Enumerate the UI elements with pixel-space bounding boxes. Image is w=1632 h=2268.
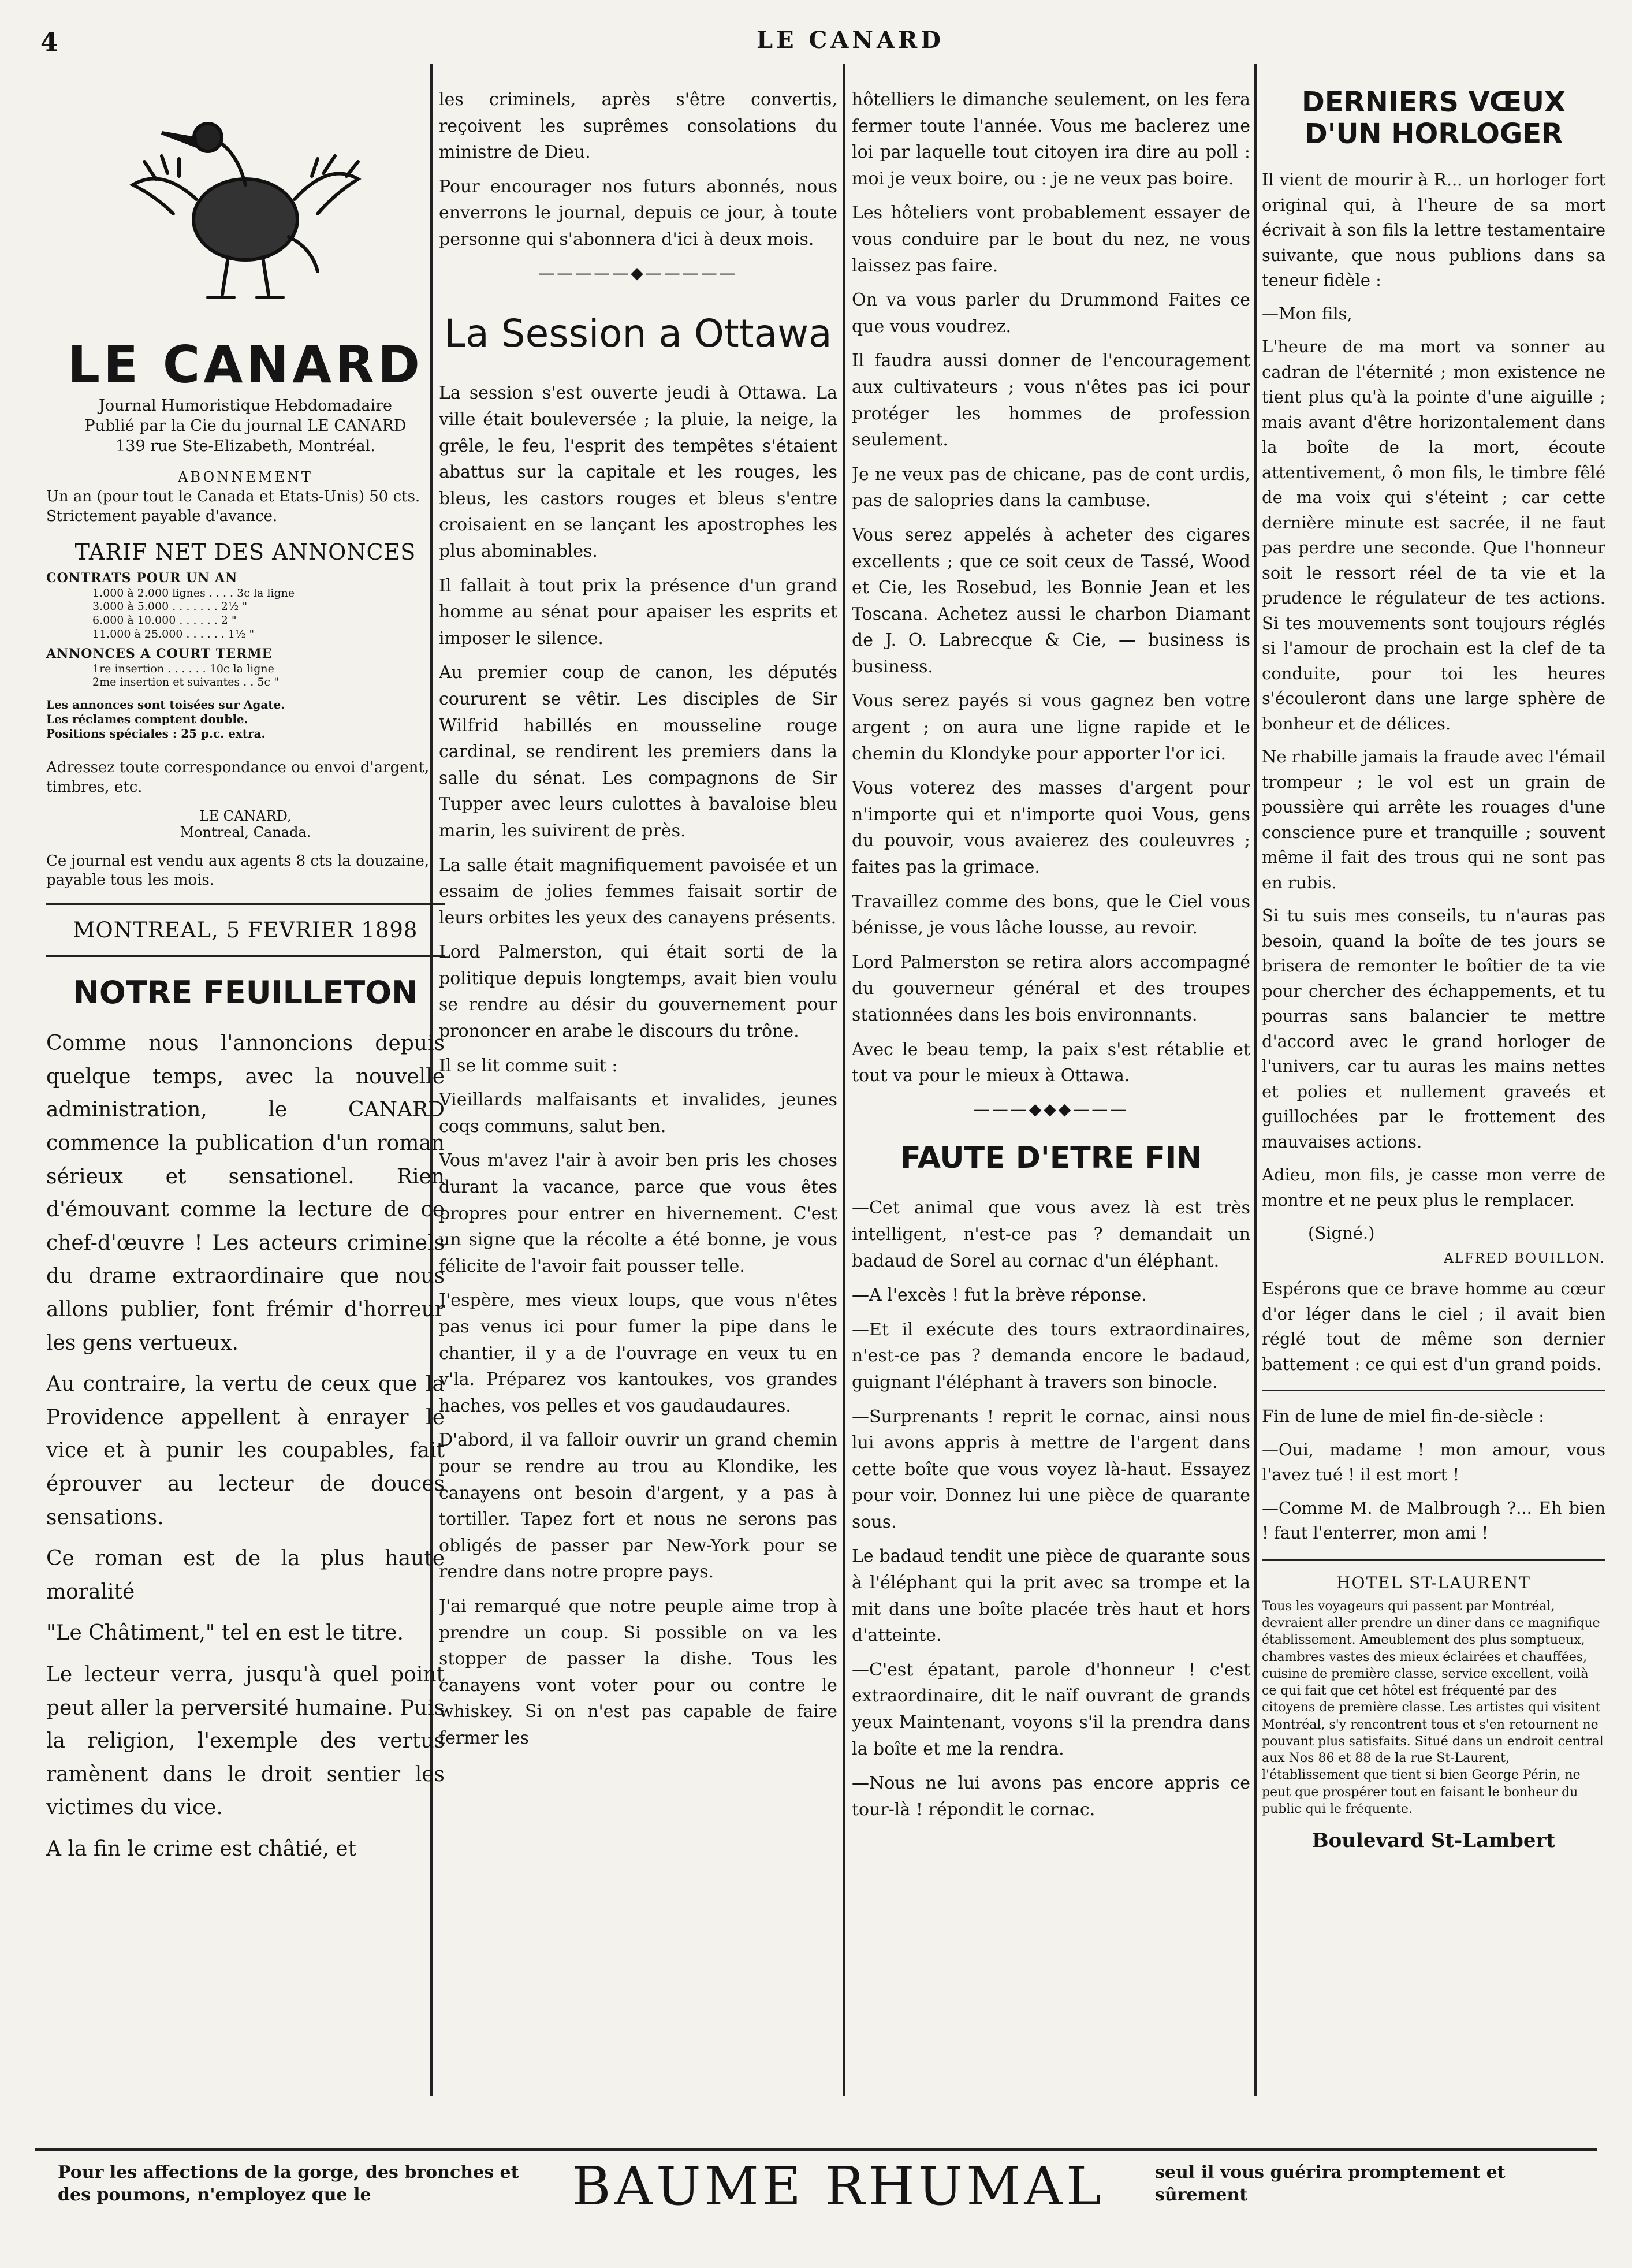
court-terme-line: 1re insertion . . . . . . 10c la ligne bbox=[92, 662, 274, 675]
page-number: 4 bbox=[40, 28, 58, 57]
contrat-line: 6.000 à 10.000 . . . . . . 2 " bbox=[92, 614, 237, 627]
divider bbox=[46, 955, 445, 957]
faute-title: FAUTE D'ETRE FIN bbox=[900, 1141, 1202, 1176]
session-continued-column bbox=[852, 87, 1250, 2096]
paragraph: —A l'excès ! fut la brève réponse. bbox=[852, 1285, 1147, 1306]
running-title: LE CANARD bbox=[757, 27, 944, 54]
annonce-note: Les annonces sont toisées sur Agate. bbox=[46, 698, 285, 712]
paragraph: J'espère, mes vieux loups, que vous n'êtes pas venus ici pour fumer la pipe dans le chantier, il y a de l'ouvrage en veux tu en v'la. Préparez vos kantoukes, vos grandes haches, vos pelles et vos gaudaudaures. bbox=[439, 1290, 837, 1416]
hotel-title: HOTEL ST-LAURENT bbox=[1336, 1573, 1531, 1592]
column-rule bbox=[843, 64, 845, 2096]
divider bbox=[46, 903, 445, 905]
paragraph: —Oui, madame ! mon amour, vous l'avez tué ! il est mort ! bbox=[1262, 1439, 1605, 1485]
paragraph: Vous voterez des masses d'argent pour n'importe qui et n'importe quoi Vous, gens du pouvoir, vous avaierez des couleuvres ; faites pas la grimace. bbox=[852, 778, 1250, 878]
paragraph: Vous m'avez l'air à avoir ben pris les choses durant la vacance, parce que vous êtes propres pour entrer en hivernement. C'est un signe que la récolte a été bonne, je vous félicite de l'avoir fait pousser telle. bbox=[439, 1150, 837, 1276]
divider bbox=[1262, 1559, 1605, 1561]
column-rule bbox=[1254, 64, 1257, 2096]
abonnement-heading: ABONNEMENT bbox=[178, 469, 313, 485]
paragraph: Il se lit comme suit : bbox=[439, 1055, 618, 1076]
paragraph: L'heure de ma mort va sonner au cadran de l'éternité ; mon existence ne tient plus qu'à la pointe d'une aiguille ; mais avant d'être horizontalement dans la boîte de la mort, écoute attentivement, ô mon fils, le timbre fêlé de ma voix qui s'éteint ; car cette dernière minute est sacrée, il ne faut pas perdre une seconde. Que l'honneur soit le ressort réel de ta vie et la prudence le régulateur de tes actions. Si tes mouvements sont toujours réglés si l'amour de prochain est la clef de ta conduite, pour toi les heures s'écouleront dans une large sphère de bonheur et de délices. bbox=[1262, 337, 1605, 733]
horloger-column bbox=[1262, 87, 1605, 2096]
paragraph: A la fin le crime est châtié, et bbox=[46, 1837, 356, 1861]
paragraph: Il fallait à tout prix la présence d'un grand homme au sénat pour apaiser les esprits et imposer le silence. bbox=[439, 575, 837, 649]
paragraph: —Nous ne lui avons pas encore appris ce tour-là ! répondit le cornac. bbox=[852, 1773, 1250, 1820]
duck-mascot-illustration bbox=[121, 98, 370, 312]
paragraph: —Mon fils, bbox=[1262, 303, 1352, 323]
masthead-title: LE CANARD bbox=[67, 335, 424, 394]
paragraph: Le badaud tendit une pièce de quarante sous à l'éléphant qui la prit avec sa trompe et la mit dans une boîte placée très haut et hors d'atteinte. bbox=[852, 1546, 1250, 1646]
correspondance-text: Adressez toute correspondance ou envoi d'argent, timbres, etc. bbox=[46, 759, 430, 796]
paragraph: Les hôteliers vont probablement essayer de vous conduire par le bout du nez, ne vous laissez pas faire. bbox=[852, 203, 1250, 276]
paragraph: Fin de lune de miel fin-de-siècle : bbox=[1262, 1406, 1544, 1427]
paragraph: J'ai remarqué que notre peuple aime trop à prendre un coup. Si possible on va les stopper de passer la dishe. Tous les canayens vont voter pour ou contre le whiskey. Si on n'est pas capable de faire fermer les bbox=[439, 1596, 837, 1748]
paragraph: D'abord, il va falloir ouvrir un grand chemin pour se rendre au trou au Klondike, les canayens ont besoin d'argent, y a pas à tortiller. Tapez fort et nous ne serons pas obligés de passer par New-York pour se rendre dans notre propre pays. bbox=[439, 1430, 837, 1582]
session-title: La Session a Ottawa bbox=[444, 311, 832, 356]
footer-divider bbox=[35, 2148, 1597, 2151]
ornament-divider: —————◆————— bbox=[538, 263, 738, 282]
dateline: MONTREAL, 5 FEVRIER 1898 bbox=[73, 918, 418, 943]
paragraph: Espérons que ce brave homme au cœur d'or léger dans le ciel ; il avait bien réglé tout de même son dernier battement : ce qui est d'un grand poids. bbox=[1262, 1279, 1605, 1374]
paragraph: Si tu suis mes conseils, tu n'auras pas besoin, quand la boîte de tes jours se brisera de remonter le boîtier de ta vie pour chercher des échappements, et tu pourras sans balancier te mettre d'accord avec le grand horloger de l'univers, car tu auras les mains nettes et polies et nullement graveés et guillochées par le frottement des mauvaises actions. bbox=[1262, 906, 1605, 1152]
contrat-line: 3.000 à 5.000 . . . . . . . 2½ " bbox=[92, 600, 248, 613]
boulevard-ad: Boulevard St-Lambert bbox=[1311, 1829, 1556, 1853]
paragraph: —C'est épatant, parole d'honneur ! c'est extraordinaire, dit le naïf ouvrant de grands yeux Maintenant, voyons s'il la prendra dans la boîte et me la rendra. bbox=[852, 1659, 1250, 1759]
paragraph: —Cet animal que vous avez là est très intelligent, n'est-ce pas ? demandait un badaud de Sorel au cornac d'un éléphant. bbox=[852, 1198, 1250, 1271]
paragraph: Ce roman est de la plus haute moralité bbox=[46, 1547, 445, 1604]
contrat-line: 1.000 à 2.000 lignes . . . . 3c la ligne bbox=[92, 586, 295, 599]
signe-label: (Signé.) bbox=[1308, 1223, 1375, 1243]
paragraph: Vous serez payés si vous gagnez ben votre argent ; on aura une ligne rapide et le chemin du Klondyke pour apporter l'or ici. bbox=[852, 691, 1250, 764]
ad-left-text: Pour les affections de la gorge, des bronches et des poumons, n'employez que le bbox=[58, 2162, 519, 2205]
baume-rhumal-ad: BAUME RHUMAL bbox=[572, 2155, 1105, 2217]
feuilleton-article bbox=[46, 1027, 445, 1865]
paragraph: les criminels, après s'être convertis, reçoivent les suprêmes consolations du ministre de Dieu. bbox=[439, 90, 837, 163]
masthead-column bbox=[46, 87, 445, 2108]
paragraph: Vieillards malfaisants et invalides, jeunes coqs communs, salut ben. bbox=[439, 1090, 837, 1137]
contact-city: Montreal, Canada. bbox=[180, 824, 311, 840]
paragraph: Au premier coup de canon, les députés coururent se vêtir. Les disciples de Sir Wilfrid habillés en mousseline rouge cardinal, se rendirent les premiers dans la salle du sénat. Les compagnons de Sir Tupper avec leurs culottes à bavaloise bleu marin, les suivirent de près. bbox=[439, 662, 837, 841]
horloger-article bbox=[1262, 167, 1605, 1546]
paragraph: Il vient de mourir à R... un horloger fort original qui, à l'heure de sa mort écrivait à son fils la lettre testamentaire suivante, que nous publions dans sa teneur fidèle : bbox=[1262, 170, 1605, 291]
paragraph: La salle était magnifiquement pavoisée et un essaim de jolies femmes faisait sortir de leurs orbites les yeux des canayens présents. bbox=[439, 855, 837, 928]
paragraph: Je ne veux pas de chicane, pas de cont urdis, pas de salopries dans la cambuse. bbox=[852, 464, 1250, 511]
paragraph: Vous serez appelés à acheter des cigares excellents ; que ce soit ceux de Tassé, Wood et Cie, les Rosebud, les Bonnie Jean et les Toscana. Achetez aussi le charbon Diamant de J. O. Labrecque & Cie, — business is business. bbox=[852, 524, 1250, 677]
paragraph: —Surprenants ! reprit le cornac, ainsi nous lui avons appris à mettre de l'argent dans cette boîte que vous voyez là-haut. Essayez pour voir. Donnez lui une pièce de quarante sous. bbox=[852, 1406, 1250, 1532]
court-terme-heading: ANNONCES A COURT TERME bbox=[46, 646, 273, 661]
agents-note: Ce journal est vendu aux agents 8 cts la douzaine, payable tous les mois. bbox=[46, 852, 430, 889]
paragraph: On va vous parler du Drummond Faites ce que vous voudrez. bbox=[852, 290, 1250, 337]
paragraph: —Et il exécute des tours extraordinaires, n'est-ce pas ? demanda encore le badaud, guignant l'éléphant à travers son binocle. bbox=[852, 1319, 1250, 1392]
session-column bbox=[439, 87, 837, 2096]
contrat-line: 11.000 à 25.000 . . . . . . 1½ " bbox=[92, 627, 255, 640]
paragraph: Au contraire, la vertu de ceux que la Providence appellent à enrayer le vice et à punir les coupables, fait éprouver au lecteur de douces sensations. bbox=[46, 1372, 445, 1529]
contrats-heading: CONTRATS POUR UN AN bbox=[46, 570, 238, 586]
publisher-line: Publié par la Cie du journal LE CANARD bbox=[84, 417, 407, 435]
paragraph: Comme nous l'annoncions depuis quelque temps, avec la nouvelle administration, le CANARD commence la publication d'un roman sérieux et sensationel. Rien d'émouvant comme la lecture de ce chef-d'œuvre ! Les acteurs criminels du drame extraordinaire que nous allons publier, font frémir d'horreur les gens vertueux. bbox=[46, 1031, 445, 1355]
signature: ALFRED BOUILLON. bbox=[1444, 1250, 1605, 1266]
paragraph: hôtelliers le dimanche seulement, on les fera fermer toute l'année. Vous me baclerez une loi par laquelle tout citoyen ira dire au poll : moi je veux boire, ou : je ne veux pas boire. bbox=[852, 90, 1250, 189]
address-line: 139 rue Ste-Elizabeth, Montréal. bbox=[115, 437, 375, 455]
paragraph: —Comme M. de Malbrough ?... Eh bien ! faut l'enterrer, mon ami ! bbox=[1262, 1498, 1605, 1543]
paragraph: "Le Châtiment," tel en est le titre. bbox=[46, 1621, 404, 1645]
paragraph: Ne rhabille jamais la fraude avec l'émail trompeur ; le vol est un grain de poussière qui arrête les rouages d'une conscience pure et tranquille ; souvent même il fait des trous qui ne sont pas en rubis. bbox=[1262, 747, 1605, 892]
paragraph: Il faudra aussi donner de l'encouragement aux cultivateurs ; vous n'êtes pas ici pour protéger les hommes de profession seulement. bbox=[852, 351, 1250, 450]
tarif-title: TARIF NET DES ANNONCES bbox=[74, 539, 416, 565]
paragraph: Le lecteur verra, jusqu'à quel point peut aller la perversité humaine. Puis la religion, l'exemple des vertus ramènent dans le droit sentier les victimes du vice. bbox=[46, 1662, 445, 1820]
ad-right-text: seul il vous guérira promptement et sûrement bbox=[1155, 2162, 1506, 2205]
abonnement-text: Un an (pour tout le Canada et Etats-Unis) 50 cts. Strictement payable d'avance. bbox=[46, 488, 420, 525]
paragraph: Travaillez comme des bons, que le Ciel vous bénisse, je vous lâche lousse, au revoir. bbox=[852, 891, 1250, 939]
paragraph: Adieu, mon fils, je casse mon verre de montre et ne peux plus le remplacer. bbox=[1262, 1165, 1605, 1210]
ornament-divider: ———◆◆◆——— bbox=[973, 1099, 1129, 1119]
court-terme-line: 2me insertion et suivantes . . 5c " bbox=[92, 676, 279, 689]
annonce-note: Positions spéciales : 25 p.c. extra. bbox=[46, 727, 266, 741]
hotel-ad-text: Tous les voyageurs qui passent par Montréal, devraient aller prendre un diner dans ce magnifique établissement. Ameublement des plus somptueux, chambres vastes des mieux éclairées et chauffées, cuisine de première classe, service excellent, voilà ce qui fait que cet hôtel est fréquenté par des citoyens de première classe. Les artistes qui visitent Montréal, s'y rencontrent tous et s'en retournent ne pouvant plus satisfaits. Situé dans un endroit central aux Nos 86 et 88 de la rue St-Laurent, l'établissement que tient si bien George Périn, ne peut que prospérer tout en faisant le bonheur du public qui le fréquente. bbox=[1262, 1599, 1604, 1816]
masthead-subtitle: Journal Humoristique Hebdomadaire bbox=[99, 397, 392, 415]
paragraph: Avec le beau temp, la paix s'est rétablie et tout va pour le mieux à Ottawa. bbox=[852, 1039, 1250, 1086]
paragraph: Pour encourager nos futurs abonnés, nous enverrons le journal, depuis ce jour, à toute personne qui s'abonnera d'ici à deux mois. bbox=[439, 176, 837, 249]
annonce-note: Les réclames comptent double. bbox=[46, 712, 248, 727]
paragraph: Lord Palmerston, qui était sorti de la politique depuis longtemps, avait bien voulu se rendre au désir du gouvernement pour prononcer en arabe le discours du trône. bbox=[439, 942, 837, 1042]
feuilleton-title: NOTRE FEUILLETON bbox=[73, 974, 418, 1011]
paragraph: La session s'est ouverte jeudi à Ottawa. La ville était bouleversée ; la pluie, la neige, la grêle, le feu, l'esprit des tempêtes s'étaient abattus sur la capitale et les rouges, les bleus, les castors rouges et bleus s'entre croisaient en se lançant les apostrophes les plus abominables. bbox=[439, 383, 837, 561]
paragraph: Lord Palmerston se retira alors accompagné du gouverneur général et des troupes stationnées dans les bois environnants. bbox=[852, 952, 1250, 1025]
contact-name: LE CANARD, bbox=[199, 807, 292, 824]
divider bbox=[1262, 1390, 1605, 1391]
horloger-title: DERNIERS VŒUX D'UN HORLOGER bbox=[1302, 87, 1566, 151]
